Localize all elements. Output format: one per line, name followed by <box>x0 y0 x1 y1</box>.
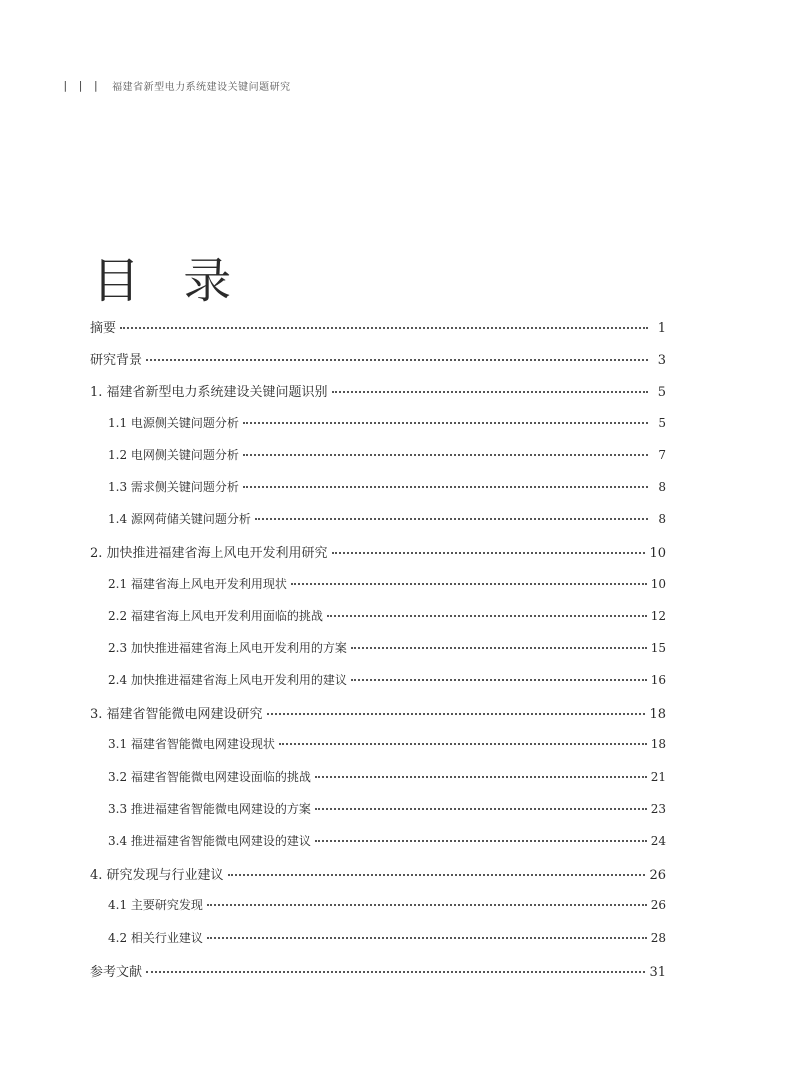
toc-entry-label: 2.1 福建省海上风电开发利用现状 <box>108 576 287 591</box>
toc-entry[interactable] <box>90 607 666 639</box>
toc-entry-label: 4. 研究发现与行业建议 <box>90 868 224 884</box>
dot-leader <box>315 840 647 842</box>
dot-leader <box>207 937 647 939</box>
running-header <box>62 78 291 93</box>
toc-entry[interactable] <box>90 929 666 961</box>
toc-entry-label: 摘要 <box>90 321 117 336</box>
toc-entry[interactable] <box>90 575 666 607</box>
toc-title: 目 录 <box>92 253 246 310</box>
toc-entry[interactable] <box>90 671 666 703</box>
toc-entry[interactable] <box>90 800 666 832</box>
dot-leader <box>351 647 647 649</box>
toc-entry-page-number: 28 <box>650 930 666 945</box>
toc-entry-label: 3.2 福建省智能微电网建设面临的挑战 <box>108 769 311 784</box>
toc-entry-label: 4.2 相关行业建议 <box>108 930 203 945</box>
toc-entry-label: 参考文献 <box>90 964 143 980</box>
toc-entry-label: 1.3 需求侧关键问题分析 <box>108 479 239 494</box>
dot-leader <box>243 454 648 456</box>
dot-leader <box>243 486 648 488</box>
toc-entry-page-number: 3 <box>657 353 666 369</box>
toc-entry-page-number: 26 <box>650 898 666 913</box>
toc-entry-page-number: 10 <box>649 546 666 562</box>
toc-entry-page-number: 18 <box>649 707 666 723</box>
dot-leader <box>207 904 647 906</box>
toc-entry-page-number: 12 <box>650 608 666 623</box>
toc-entry-label: 2. 加快推进福建省海上风电开发利用研究 <box>90 546 328 562</box>
toc-entry[interactable] <box>90 446 666 478</box>
toc-entry-label: 3.1 福建省智能微电网建设现状 <box>108 737 275 752</box>
toc-entry[interactable] <box>90 703 666 735</box>
toc-entry-label: 1.2 电网侧关键问题分析 <box>108 447 239 462</box>
toc-entry-page-number: 23 <box>650 801 666 816</box>
toc-entry-page-number: 24 <box>650 834 666 848</box>
toc-entry-label: 1.1 电源侧关键问题分析 <box>108 415 239 430</box>
toc-entry-page-number: 21 <box>650 769 666 784</box>
toc-entry-page-number: 5 <box>658 415 666 430</box>
dot-leader <box>279 743 647 745</box>
dot-leader <box>146 971 645 973</box>
toc-entry[interactable] <box>90 639 666 671</box>
toc-entry[interactable] <box>90 542 666 574</box>
toc-entry-page-number: 31 <box>649 964 666 980</box>
toc-entry[interactable] <box>90 896 666 928</box>
dot-leader <box>255 518 648 520</box>
toc-entry[interactable] <box>90 381 666 413</box>
toc-entry[interactable] <box>90 768 666 800</box>
toc-entry-label: 1.4 源网荷储关键问题分析 <box>108 512 251 527</box>
toc-entry-page-number: 18 <box>650 737 666 752</box>
toc-entry-page-number: 5 <box>657 385 666 401</box>
toc-entry-page-number: 10 <box>650 576 666 591</box>
toc-entry-label: 3.3 推进福建省智能微电网建设的方案 <box>108 801 311 816</box>
toc-entry-page-number: 7 <box>658 447 666 462</box>
toc-entry-page-number: 15 <box>650 640 666 655</box>
dot-leader <box>315 808 647 810</box>
toc-entry[interactable] <box>90 478 666 510</box>
header-title: 福建省新型电力系统建设关键问题研究 <box>112 82 291 93</box>
toc-entry-label: 3.4 推进福建省智能微电网建设的建议 <box>108 834 311 848</box>
toc-entry-page-number: 16 <box>650 673 666 688</box>
toc-entry-label: 2.2 福建省海上风电开发利用面临的挑战 <box>108 608 323 623</box>
toc-entry[interactable] <box>90 317 666 349</box>
dot-leader <box>351 679 647 681</box>
toc-entry-page-number: 26 <box>649 868 666 884</box>
dot-leader <box>315 776 647 778</box>
toc-entry[interactable] <box>90 349 666 381</box>
toc-entry-page-number: 8 <box>658 479 666 494</box>
toc-entry-label: 2.4 加快推进福建省海上风电开发利用的建议 <box>108 673 347 688</box>
toc-entry[interactable] <box>90 832 666 864</box>
toc-entry-label: 3. 福建省智能微电网建设研究 <box>90 707 263 723</box>
toc-entry-label: 2.3 加快推进福建省海上风电开发利用的方案 <box>108 640 347 655</box>
dot-leader <box>291 583 647 585</box>
dot-leader <box>332 391 648 393</box>
dot-leader <box>120 327 648 329</box>
toc-entry-label: 4.1 主要研究发现 <box>108 898 203 913</box>
toc-entry-page-number: 1 <box>657 321 666 336</box>
toc-entry-page-number: 8 <box>658 512 666 527</box>
table-of-contents <box>90 317 666 993</box>
dot-leader <box>332 552 646 554</box>
toc-entry-label: 研究背景 <box>90 353 143 369</box>
toc-entry[interactable] <box>90 735 666 767</box>
header-mark: | | | <box>62 79 101 92</box>
dot-leader <box>243 422 648 424</box>
dot-leader <box>228 874 646 876</box>
toc-entry[interactable] <box>90 414 666 446</box>
dot-leader <box>327 615 647 617</box>
toc-entry[interactable] <box>90 510 666 542</box>
dot-leader <box>267 713 646 715</box>
toc-entry[interactable] <box>90 961 666 993</box>
dot-leader <box>146 359 648 361</box>
toc-entry[interactable] <box>90 864 666 896</box>
toc-entry-label: 1. 福建省新型电力系统建设关键问题识别 <box>90 385 328 401</box>
